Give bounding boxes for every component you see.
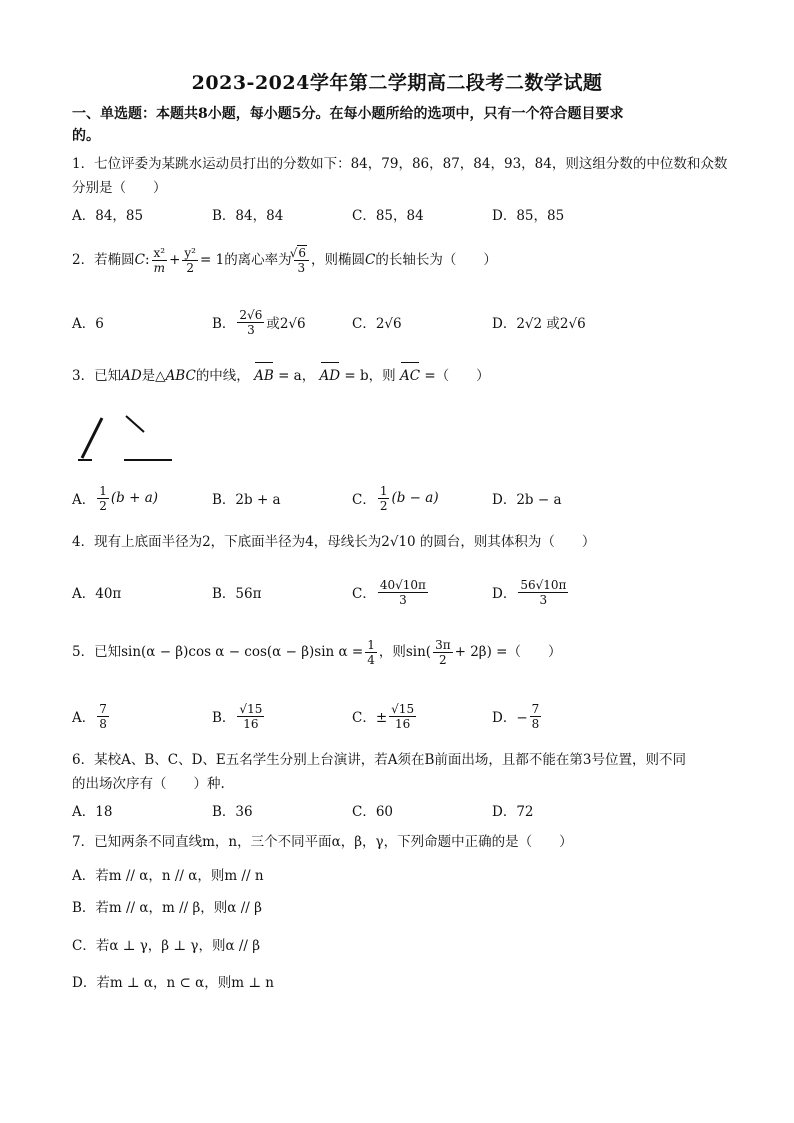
q1-option-c[interactable]: C．85，84 [352,208,424,224]
section-heading-single-choice [72,103,732,147]
q1-option-d[interactable]: D．85，85 [492,208,565,224]
q2-suffix2: 的长轴长为（ ） [375,252,497,268]
q4-option-b[interactable]: B．56π [212,586,262,602]
q2-option-d[interactable]: D．2√2 或2√6 [492,316,586,332]
section-heading-line1: 一、单选题：本题共8小题，每小题5分。在每小题所给的选项中，只有一个符合题目要求 [72,106,624,122]
figure-stroke-right [126,416,144,432]
q7-option-b[interactable]: B．若m // α，m // β，则α // β [72,900,262,916]
q5-option-b[interactable]: B． $\frac{√15}{16}$ [212,701,263,731]
q2-option-a[interactable]: A．6 [72,316,104,332]
q5-option-a[interactable]: A． $\frac{7}{8}$ [72,701,107,731]
question-4: 4．现有上底面半径为2，下底面半径为4，母线长为2√10 的圆台，则其体积为（ ） [72,534,596,550]
q1-option-a[interactable]: A．84，85 [72,208,144,224]
q5-option-d[interactable]: D．− $\frac{7}{8}$ [492,701,540,731]
q2-eq-one: = 1 [199,252,225,268]
question-3-options [72,478,732,518]
question-6-options [72,796,732,824]
question-5: 5．已知sin(α − β)cos α − cos(α − β)sin α = $\frac{1}{4}$ ，则sin( $\frac{3\pi}{2}$ + 2β) =（ ） [72,637,562,667]
section-heading-line2: 的。 [72,128,100,144]
question-1-line2: 分别是（ ） [72,180,167,196]
q7-option-d[interactable]: D．若m ⊥ α，n ⊂ α，则m ⊥ n [72,975,274,991]
q4-option-a[interactable]: A．40π [72,586,122,602]
question-2: 2．若椭圆 C : $\frac{\text{x²}}{m}$ + $\frac{\text{y²}}{2}$ = 1 的离心率为 √ $\frac{6}{3}$ ，则椭圆 C 的长轴长为（ ） [72,240,732,280]
question-2-options [72,302,732,342]
q3-option-a[interactable]: A． $\frac{1}{2}$ (b + a) [72,483,159,513]
q2-option-c[interactable]: C．2√6 [352,316,402,332]
q2-ecc-text: 的离心率为 [224,252,292,268]
question-4-options [72,572,732,612]
q3-option-c[interactable]: C． $\frac{1}{2}$ (b − a) [352,483,439,513]
q5-option-c[interactable]: C．± $\frac{√15}{16}$ [352,701,415,731]
question-5-options [72,696,732,736]
q6-option-b[interactable]: B．36 [212,804,253,820]
q4-option-d[interactable]: D． $\frac{56√10\pi}{3}$ [492,577,567,607]
q3-option-d[interactable]: D．2b − a [492,492,562,508]
q2-x-fraction: $\frac{\text{x²}}{m}$ [153,245,166,275]
question-7: 7．已知两条不同直线m，n，三个不同平面α，β，γ，下列命题中正确的是（ ） [72,834,573,850]
q1-option-b[interactable]: B．84，84 [212,208,284,224]
vector-ac: AC [400,364,420,388]
question-6-line1: 6．某校A、B、C、D、E五名学生分别上台演讲，若A须在B前面出场，且都不能在第3号位置，则不同 [72,752,687,768]
vector-ab: AB [254,364,274,388]
q7-option-c[interactable]: C．若α ⊥ γ，β ⊥ γ，则α // β [72,938,261,954]
exam-title: 2023-2024学年第二学期高二段考二数学试题 [191,72,603,94]
question-3: 3．已知AD是△ABC的中线， AB = a， AD = b，则 AC =（ ） [72,364,732,388]
q2-prefix: 2．若椭圆 [72,252,135,268]
question-1-options [72,200,732,228]
question-6-line2: 的出场次序有（ ）种. [72,776,225,792]
figure-stroke-left [82,418,102,458]
q4-option-c[interactable]: C． $\frac{40√10\pi}{3}$ [352,577,426,607]
q2-ecc-fraction: √ $\frac{6}{3}$ [294,245,309,275]
q2-ellipse-name: C [134,252,145,268]
q2-suffix: ，则椭圆 [310,252,365,268]
vector-ad: AD [320,364,341,388]
q2-y-fraction: $\frac{\text{y²}}{2}$ [184,245,196,275]
q6-option-d[interactable]: D．72 [492,804,534,820]
q3-triangle-figure-fragment [72,410,182,470]
q7-option-a[interactable]: A．若m // α，n // α，则m // n [72,868,264,884]
question-1-line1: 1．七位评委为某跳水运动员打出的分数如下：84，79，86，87，84，93，84，则这组分数的中位数和众数 [72,156,728,172]
q6-option-a[interactable]: A．18 [72,804,113,820]
q3-option-b[interactable]: B．2b + a [212,492,281,508]
q2-option-b[interactable]: B． $\frac{2√6}{3}$ 或2√6 [212,307,306,337]
q6-option-c[interactable]: C．60 [352,804,394,820]
